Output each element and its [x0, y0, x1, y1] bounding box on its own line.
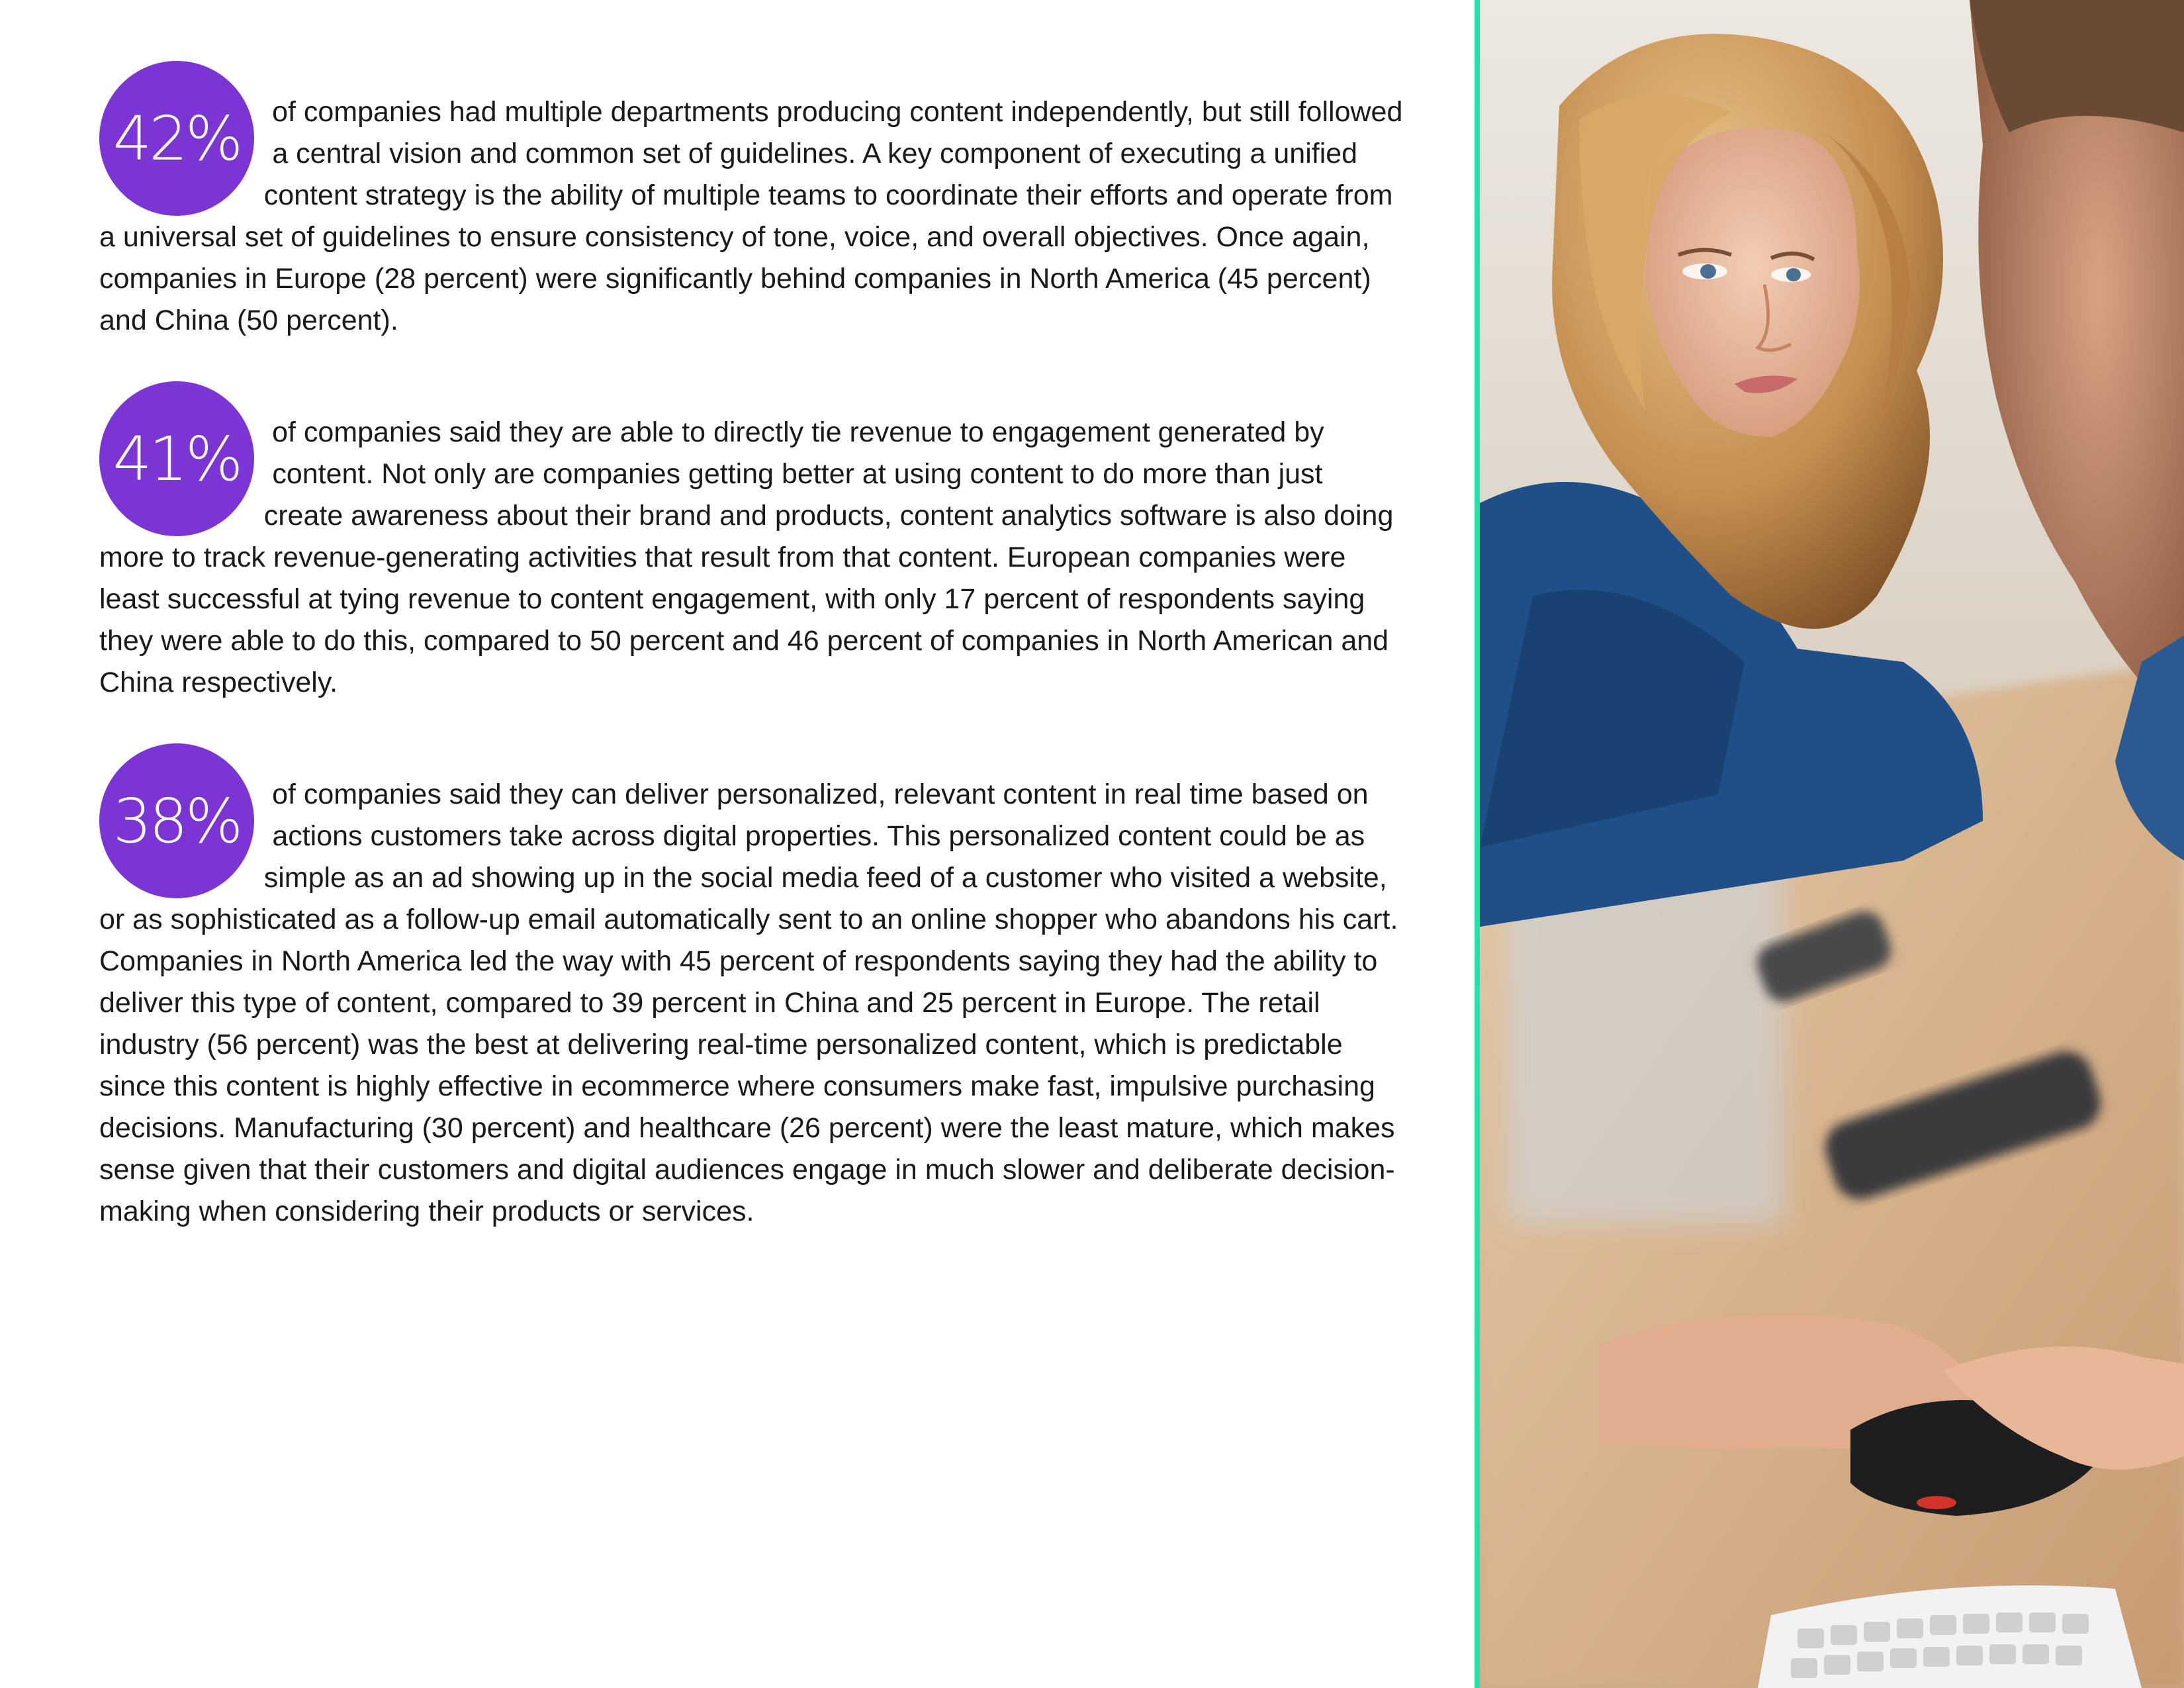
stat-block-41	[99, 381, 1403, 704]
stat-block-42	[99, 61, 1403, 342]
report-text-column	[99, 61, 1403, 1272]
stat-paragraph: of companies said they are able to directly tie revenue to engagement generated by content. Not only are companies getting better at using content to do more than just create awareness about their brand and products, content analytics software is also doing more to track revenue-generating activities that result from that content. European companies were least successful at tying revenue to content engagement, with only 17 percent of respondents saying they were able to do this, compared to 50 percent and 46 percent of companies in North American and China respectively.	[99, 416, 1394, 698]
stat-bubble: 42%	[99, 61, 254, 216]
office-photo-illustration	[1480, 0, 2184, 1688]
accent-divider	[1475, 0, 1480, 1688]
stat-bubble: 41%	[99, 381, 254, 536]
stat-paragraph: of companies said they can deliver personalized, relevant content in real time based on actions customers take across digital properties. This personalized content could be as simple as an ad showing up in the social media feed of a customer who visited a website, or as sophisticated as a follow-up email automatically sent to an online shopper who abandons his cart. Companies in North America led the way with 45 percent of respondents saying they had the ability to deliver this type of content, compared to 39 percent in China and 25 percent in Europe. The retail industry (56 percent) was the best at delivering real-time personalized content, which is predictable since this content is highly effective in ecommerce where consumers make fast, impulsive purchasing decisions. Manufacturing (30 percent) and healthcare (26 percent) were the least mature, which makes sense given that their customers and digital audiences engage in much slower and deliberate decision-making when considering their products or services.	[99, 778, 1398, 1227]
office-photo	[1480, 0, 2184, 1688]
stat-bubble: 38%	[99, 743, 254, 898]
stat-paragraph: of companies had multiple departments producing content independently, but still followed a central vision and common set of guidelines. A key component of executing a unified content strategy is the ability of multiple teams to coordinate their efforts and operate from a universal set of guidelines to ensure consistency of tone, voice, and overall objectives. Once again, companies in Europe (28 percent) were significantly behind companies in North America (45 percent) and China (50 percent).	[99, 96, 1403, 336]
stat-block-38	[99, 743, 1403, 1233]
